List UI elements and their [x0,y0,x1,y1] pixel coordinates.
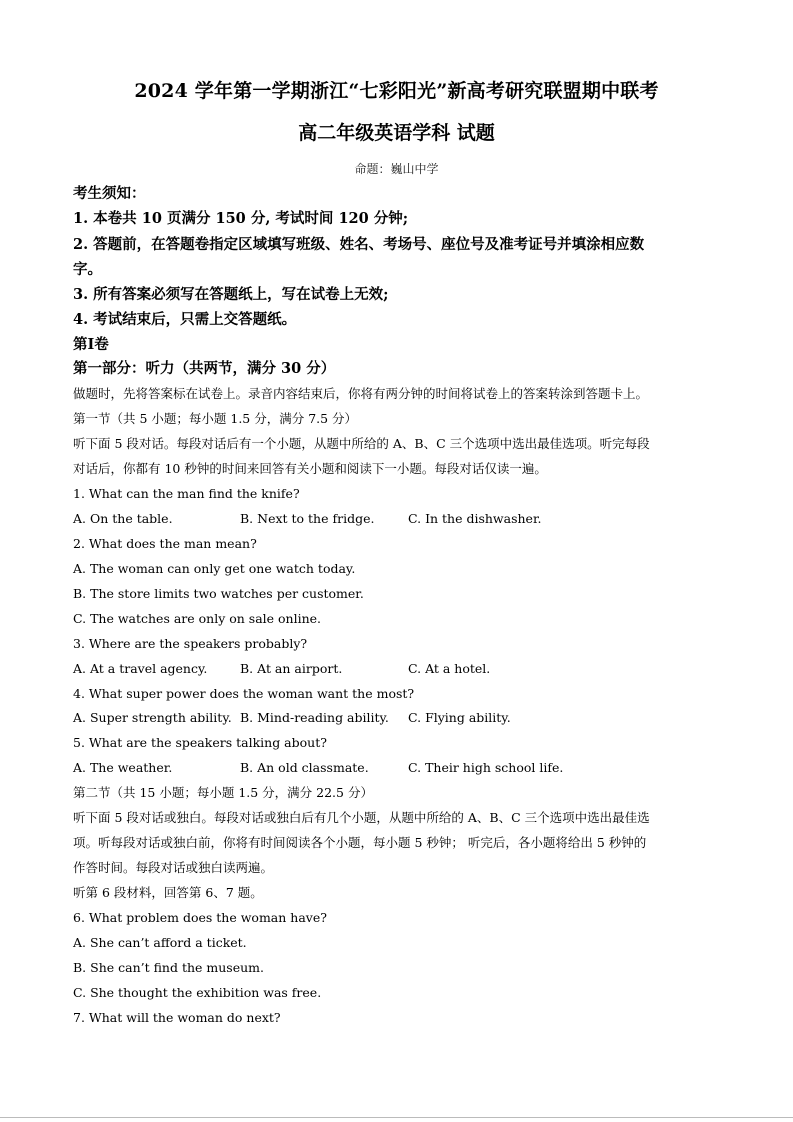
question-1-option-c: C. In the dishwasher. [408,511,542,526]
question-3-option-b: B. At an airport. [240,661,343,676]
question-4-stem: 4. What super power does the woman want the most? [73,686,415,701]
question-6-option-b: B. She can’t find the museum. [73,960,264,975]
exam-subtitle: 高二年级英语学科 试题 [298,122,495,144]
question-4-option-a: A. Super strength ability. [73,710,232,725]
question-1-option-b: B. Next to the fridge. [240,511,375,526]
material-6-note: 听第 6 段材料，回答第 6、7 题。 [73,885,263,900]
section2-instruction-line1: 听下面 5 段对话或独白。每段对话或独白后有几个小题，从题中所给的 A、B、C 三个选项中选出最佳选 [73,810,650,825]
part1-heading: 第一部分：听力（共两节，满分 30 分） [73,360,336,377]
volume-label: 第Ⅰ卷 [73,336,109,353]
notice-item-4: 4. 考试结束后，只需上交答题纸。 [73,311,297,328]
section2-instruction-line3: 作答时间。每段对话或独白读两遍。 [73,860,274,875]
question-5-option-b: B. An old classmate. [240,760,369,775]
part1-instruction: 做题时，先将答案标在试卷上。录音内容结束后，你将有两分钟的时间将试卷上的答案转涂到答题卡上。 [73,386,649,401]
question-6-option-a: A. She can’t afford a ticket. [73,935,247,950]
section2-heading: 第二节（共 15 小题；每小题 1.5 分，满分 22.5 分） [73,785,373,800]
section1-instruction-line2: 对话后，你都有 10 秒钟的时间来回答有关小题和阅读下一小题。每段对话仅读一遍。 [73,461,547,476]
question-5-option-a: A. The weather. [73,760,173,775]
question-3-option-a: A. At a travel agency. [73,661,208,676]
question-2-stem: 2. What does the man mean? [73,536,257,551]
notice-heading: 考生须知： [73,185,146,202]
notice-item-2-cont: 字。 [73,261,102,278]
question-5-option-c: C. Their high school life. [408,760,564,775]
question-2-option-b: B. The store limits two watches per customer. [73,586,364,601]
question-1-stem: 1. What can the man find the knife? [73,486,300,501]
section1-heading: 第一节（共 5 小题；每小题 1.5 分，满分 7.5 分） [73,411,358,426]
question-2-option-c: C. The watches are only on sale online. [73,611,322,626]
exam-title: 2024 学年第一学期浙江“七彩阳光”新高考研究联盟期中联考 [134,80,659,102]
page-bottom-divider [0,1117,793,1118]
question-3-option-c: C. At a hotel. [408,661,491,676]
question-3-stem: 3. Where are the speakers probably? [73,636,308,651]
question-4-option-c: C. Flying ability. [408,710,511,725]
question-4-option-b: B. Mind-reading ability. [240,710,389,725]
author-line: 命题：巍山中学 [354,162,439,176]
section2-instruction-line2: 项。听每段对话或独白前，你将有时间阅读各个小题，每小题 5 秒钟； 听完后，各小题将给出 5 秒钟的 [73,835,647,850]
notice-item-1: 1. 本卷共 10 页满分 150 分, 考试时间 120 分钟; [73,210,409,227]
section1-instruction-line1: 听下面 5 段对话。每段对话后有一个小题，从题中所给的 A、B、C 三个选项中选出最佳选项。听完每段 [73,436,650,451]
question-2-option-a: A. The woman can only get one watch today. [73,561,356,576]
question-6-option-c: C. She thought the exhibition was free. [73,985,322,1000]
question-1-option-a: A. On the table. [73,511,173,526]
question-5-stem: 5. What are the speakers talking about? [73,735,327,750]
question-6-stem: 6. What problem does the woman have? [73,910,327,925]
question-7-stem: 7. What will the woman do next? [73,1010,281,1025]
notice-item-3: 3. 所有答案必须写在答题纸上，写在试卷上无效; [73,286,389,303]
notice-item-2: 2. 答题前，在答题卷指定区域填写班级、姓名、考场号、座位号及准考证号并填涂相应数 [73,236,645,253]
